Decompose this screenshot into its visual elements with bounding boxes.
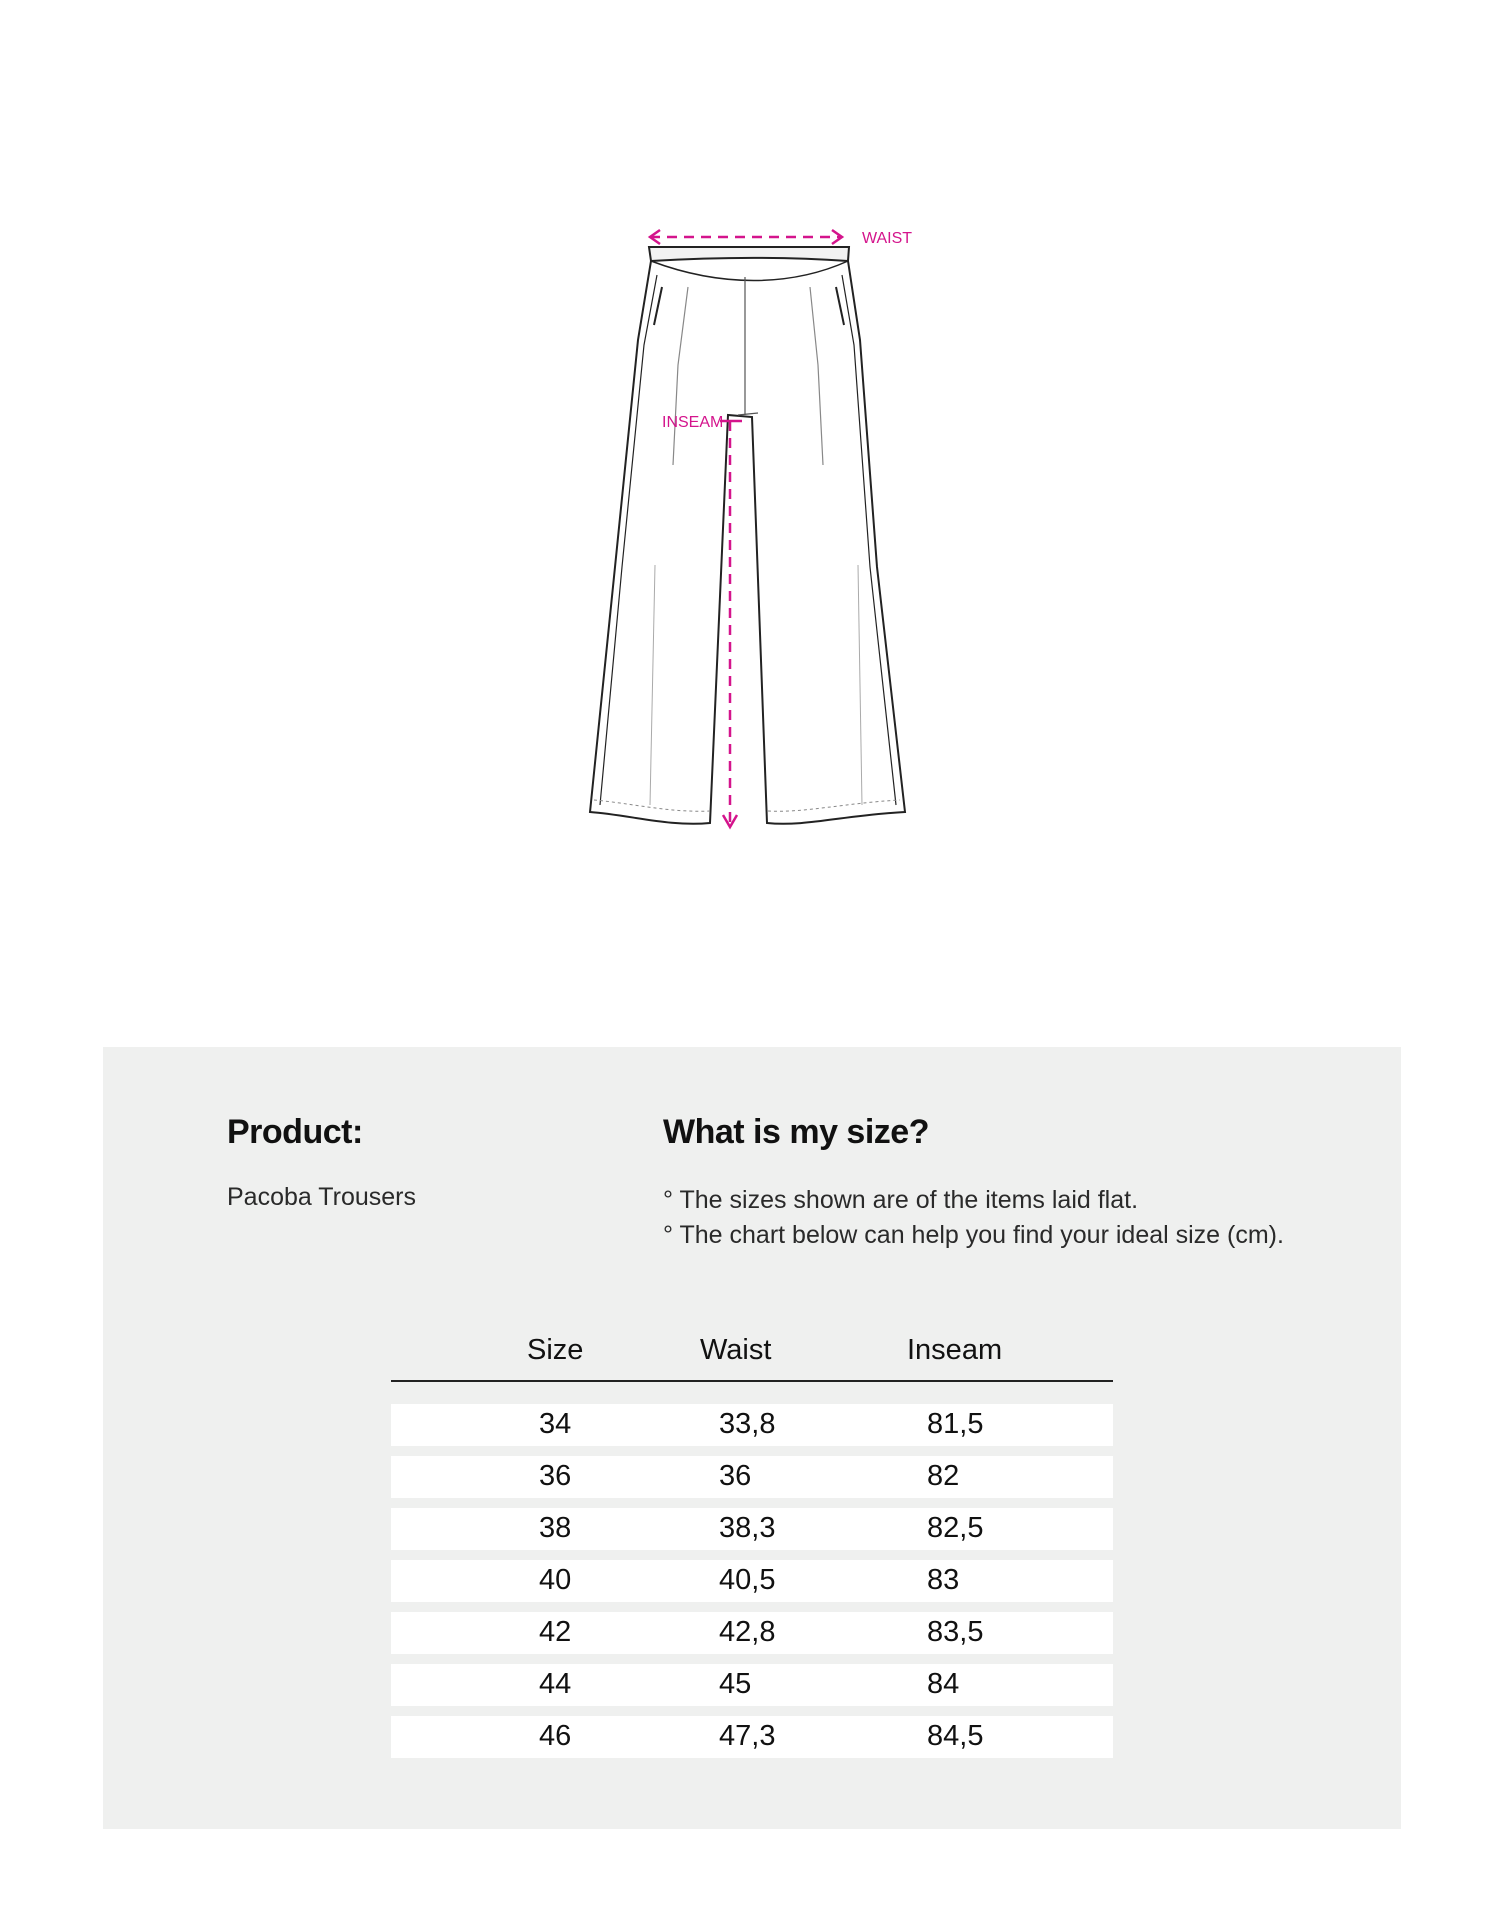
- table-body: [391, 1404, 1113, 1758]
- trousers-diagram: [570, 215, 950, 835]
- inseam-cell: 82,5: [927, 1512, 984, 1544]
- size-heading: What is my size?: [663, 1113, 929, 1151]
- size-cell: 36: [539, 1460, 572, 1492]
- size-cell: 40: [539, 1564, 572, 1596]
- table-header: [391, 1332, 1113, 1382]
- table-row: [391, 1612, 1113, 1654]
- table-row: [391, 1716, 1113, 1758]
- column-header-size: Size: [527, 1334, 584, 1366]
- table-row: [391, 1508, 1113, 1550]
- waist-cell: 47,3: [719, 1720, 776, 1752]
- inseam-cell: 83: [927, 1564, 960, 1596]
- column-header-inseam: Inseam: [907, 1334, 1003, 1366]
- waist-label: WAIST: [862, 230, 913, 247]
- table-row: [391, 1560, 1113, 1602]
- waist-cell: 40,5: [719, 1564, 776, 1596]
- waist-cell: 45: [719, 1668, 752, 1700]
- inseam-cell: 82: [927, 1460, 960, 1492]
- inseam-cell: 83,5: [927, 1616, 984, 1648]
- waist-cell: 36: [719, 1460, 752, 1492]
- waist-cell: 38,3: [719, 1512, 776, 1544]
- size-table: [391, 1332, 1113, 1768]
- table-row: [391, 1404, 1113, 1446]
- product-name: Pacoba Trousers: [227, 1183, 416, 1211]
- size-cell: 38: [539, 1512, 572, 1544]
- size-note: ° The sizes shown are of the items laid flat.: [663, 1186, 1139, 1214]
- inseam-label: INSEAM: [662, 414, 724, 431]
- size-notes: [663, 1183, 1284, 1253]
- column-header-waist: Waist: [700, 1334, 772, 1366]
- table-row: [391, 1664, 1113, 1706]
- size-cell: 34: [539, 1408, 572, 1440]
- table-row: [391, 1456, 1113, 1498]
- size-cell: 46: [539, 1720, 572, 1752]
- size-cell: 44: [539, 1668, 572, 1700]
- product-heading: Product:: [227, 1113, 363, 1151]
- inseam-cell: 81,5: [927, 1408, 984, 1440]
- inseam-cell: 84: [927, 1668, 960, 1700]
- size-note: ° The chart below can help you find your ideal size (cm).: [663, 1221, 1284, 1249]
- trousers-sketch-icon: [570, 215, 950, 835]
- size-guide-panel: [103, 1047, 1401, 1829]
- waist-cell: 33,8: [719, 1408, 776, 1440]
- waist-cell: 42,8: [719, 1616, 776, 1648]
- size-cell: 42: [539, 1616, 572, 1648]
- inseam-cell: 84,5: [927, 1720, 984, 1752]
